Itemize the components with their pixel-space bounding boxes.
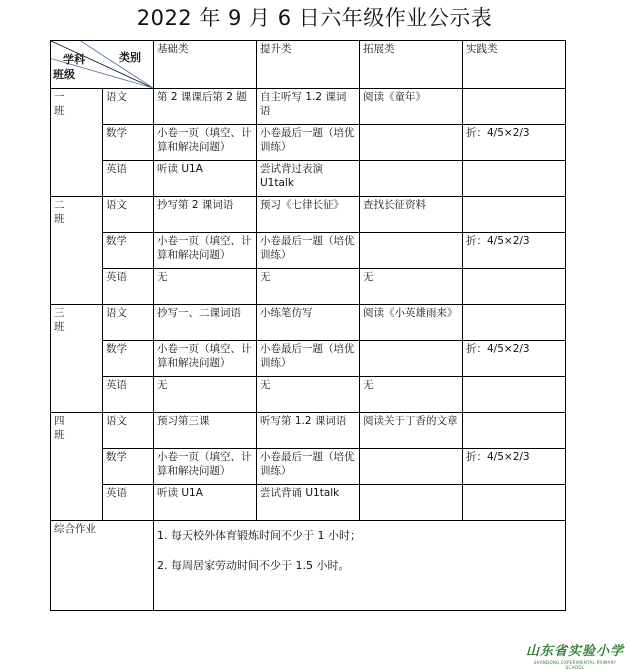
homework-cell: 听写第 1.2 课词语 xyxy=(257,413,360,449)
summary-line: 1. 每天校外体育锻炼时间不少于 1 小时； xyxy=(157,529,361,542)
homework-cell xyxy=(360,341,463,377)
corner-type-label: 类别 xyxy=(119,51,141,64)
school-logo-english: SHANDONG EXPERIMENTAL PRIMARY SCHOOL xyxy=(533,660,617,670)
homework-cell: 无 xyxy=(154,377,257,413)
homework-cell xyxy=(463,485,566,521)
homework-cell: 阅读《小英雄雨来》 xyxy=(360,305,463,341)
subject-cell: 语文 xyxy=(103,89,154,125)
corner-subject-label: 学科 xyxy=(63,53,85,66)
homework-cell xyxy=(463,161,566,197)
homework-cell xyxy=(360,125,463,161)
homework-cell xyxy=(360,233,463,269)
homework-cell: 无 xyxy=(257,269,360,305)
table-row xyxy=(51,197,566,233)
homework-cell xyxy=(360,449,463,485)
summary-line: 2. 每周居家劳动时间不少于 1.5 小时。 xyxy=(157,559,350,572)
table-row xyxy=(51,89,566,125)
homework-cell: 小卷一页（填空、计算和解决问题） xyxy=(154,449,257,485)
homework-cell: 小卷一页（填空、计算和解决问题） xyxy=(154,341,257,377)
homework-cell: 小练笔仿写 xyxy=(257,305,360,341)
subject-cell: 英语 xyxy=(103,485,154,521)
homework-cell: 折：4/5×2/3 xyxy=(463,449,566,485)
school-logo xyxy=(525,640,625,670)
summary-content xyxy=(154,521,566,611)
homework-cell: 折：4/5×2/3 xyxy=(463,233,566,269)
class-name-cell: 四 班 xyxy=(51,413,103,521)
table-row xyxy=(51,377,566,413)
table-row xyxy=(51,449,566,485)
homework-cell: 查找长征资料 xyxy=(360,197,463,233)
school-logo-name: 山东省实验小学 xyxy=(525,644,624,659)
homework-cell: 自主听写 1.2 课词语 xyxy=(257,89,360,125)
table-row xyxy=(51,305,566,341)
subject-cell: 数学 xyxy=(103,449,154,485)
homework-cell: 抄写一、二课词语 xyxy=(154,305,257,341)
table-row xyxy=(51,485,566,521)
corner-header xyxy=(51,41,154,89)
homework-cell: 听读 U1A xyxy=(154,485,257,521)
homework-cell: 无 xyxy=(360,269,463,305)
homework-cell: 阅读《童年》 xyxy=(360,89,463,125)
corner-class-label: 班级 xyxy=(53,68,75,81)
table-row xyxy=(51,413,566,449)
homework-cell: 小卷最后一题（培优训练） xyxy=(257,449,360,485)
homework-cell: 抄写第 2 课词语 xyxy=(154,197,257,233)
homework-cell: 小卷一页（填空、计算和解决问题） xyxy=(154,125,257,161)
table-row xyxy=(51,233,566,269)
homework-cell xyxy=(463,89,566,125)
subject-cell: 语文 xyxy=(103,197,154,233)
class-name-cell: 二 班 xyxy=(51,197,103,305)
homework-table xyxy=(50,40,566,611)
homework-cell xyxy=(463,197,566,233)
homework-cell xyxy=(463,413,566,449)
homework-cell: 小卷最后一题（培优训练） xyxy=(257,341,360,377)
homework-cell: 预习第三课 xyxy=(154,413,257,449)
subject-cell: 数学 xyxy=(103,233,154,269)
table-row xyxy=(51,125,566,161)
homework-cell: 无 xyxy=(257,377,360,413)
column-header-basic: 基础类 xyxy=(154,41,257,89)
summary-label: 综合作业 xyxy=(51,521,154,611)
homework-cell: 第 2 课课后第 2 题 xyxy=(154,89,257,125)
subject-cell: 英语 xyxy=(103,269,154,305)
page-title: 2022 年 9 月 6 日六年级作业公示表 xyxy=(136,6,493,30)
homework-cell xyxy=(463,305,566,341)
homework-cell xyxy=(463,377,566,413)
header-row xyxy=(51,41,566,89)
subject-cell: 语文 xyxy=(103,413,154,449)
subject-cell: 英语 xyxy=(103,161,154,197)
homework-cell: 预习《七律长征》 xyxy=(257,197,360,233)
column-header-extended: 拓展类 xyxy=(360,41,463,89)
homework-cell: 无 xyxy=(154,269,257,305)
homework-cell xyxy=(360,161,463,197)
subject-cell: 数学 xyxy=(103,125,154,161)
homework-cell: 小卷最后一题（培优训练） xyxy=(257,125,360,161)
homework-cell: 折：4/5×2/3 xyxy=(463,341,566,377)
class-name-cell: 一 班 xyxy=(51,89,103,197)
table-row xyxy=(51,161,566,197)
summary-row xyxy=(51,521,566,611)
homework-cell: 折：4/5×2/3 xyxy=(463,125,566,161)
homework-cell: 阅读关于丁香的文章 xyxy=(360,413,463,449)
homework-cell: 尝试背过表演 U1talk xyxy=(257,161,360,197)
table-row xyxy=(51,341,566,377)
homework-cell xyxy=(463,269,566,305)
column-header-practice: 实践类 xyxy=(463,41,566,89)
subject-cell: 数学 xyxy=(103,341,154,377)
class-name-cell: 三 班 xyxy=(51,305,103,413)
homework-cell xyxy=(360,485,463,521)
subject-cell: 英语 xyxy=(103,377,154,413)
table-row xyxy=(51,269,566,305)
homework-cell: 小卷最后一题（培优训练） xyxy=(257,233,360,269)
homework-cell: 小卷一页（填空、计算和解决问题） xyxy=(154,233,257,269)
homework-cell: 无 xyxy=(360,377,463,413)
homework-cell: 尝试背诵 U1talk xyxy=(257,485,360,521)
subject-cell: 语文 xyxy=(103,305,154,341)
column-header-advanced: 提升类 xyxy=(257,41,360,89)
homework-cell: 听读 U1A xyxy=(154,161,257,197)
